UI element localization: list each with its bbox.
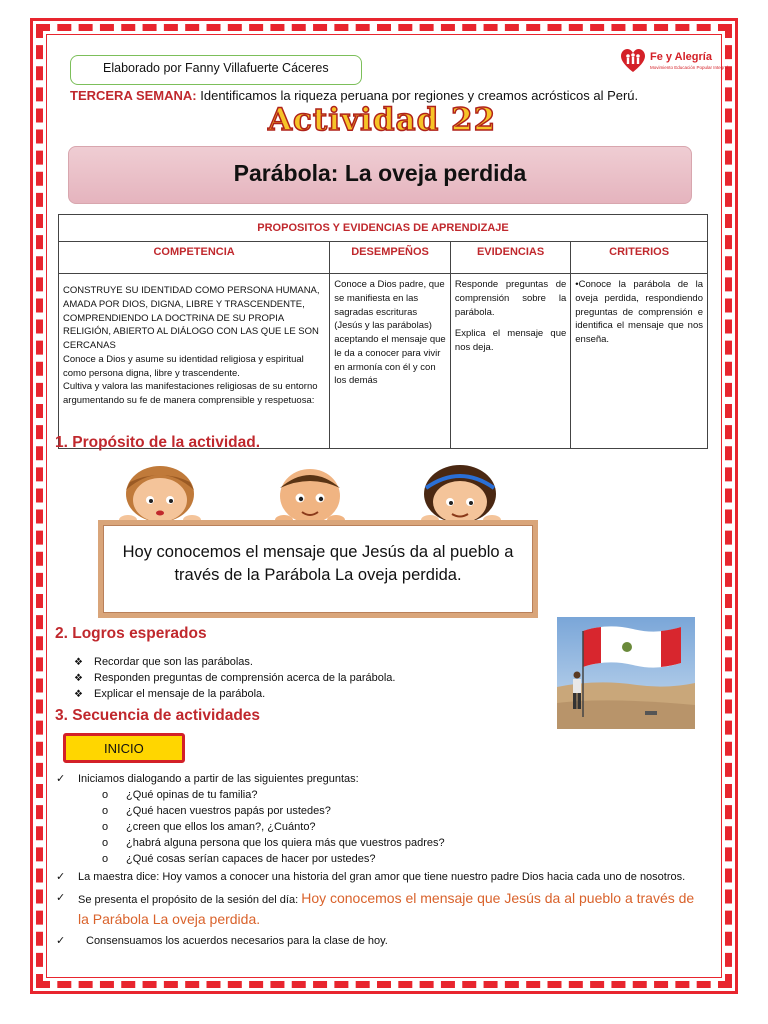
circle-bullet-icon: o: [102, 789, 109, 801]
list-item: ❖ Responden preguntas de comprensión acerca de la parábola.: [74, 672, 396, 684]
competencia-text-3: Cultiva y valora las manifestaciones religiosas de su entorno argumentando su fe de manera comprensible y respetuosa:: [63, 381, 318, 407]
desempenos-cell: [330, 274, 451, 449]
section-title-proposito: 1. Propósito de la actividad.: [55, 434, 260, 451]
step-item: ✓ La maestra dice: Hoy vamos a conocer una historia del gran amor que tiene nuestro padre Dios hacia cada uno de nosotros.: [56, 871, 686, 883]
criterios-cell: [571, 274, 708, 449]
list-item: o ¿Qué opinas de tu familia?: [102, 789, 258, 801]
section-title-logros: 2. Logros esperados: [55, 625, 207, 642]
competencia-cell: [59, 274, 330, 449]
circle-bullet-icon: o: [102, 853, 109, 865]
step-item: ✓ Se presenta el propósito de la sesión del día: Hoy conocemos el mensaje que Jesús da al pueblo a través de la Parábola La oveja perdida.: [56, 890, 695, 927]
logros-list: [74, 656, 395, 704]
lesson-title: Parábola: La oveja perdida: [233, 160, 527, 186]
column-header-competencia: COMPETENCIA: [59, 242, 330, 274]
table-header: PROPOSITOS Y EVIDENCIAS DE APRENDIZAJE: [59, 215, 708, 242]
week-line: [70, 88, 638, 103]
circle-bullet-icon: o: [102, 837, 109, 849]
question-list: [56, 787, 696, 867]
diamond-bullet-icon: ❖: [74, 657, 83, 668]
diamond-bullet-icon: ❖: [74, 689, 83, 700]
logo-name: Fe y Alegría: [650, 51, 712, 63]
list-item: o ¿Qué hacen vuestros papás por ustedes?: [102, 805, 331, 817]
activity-title: Actividad 22: [268, 102, 497, 138]
purpose-board: [98, 520, 538, 618]
circle-bullet-icon: o: [102, 805, 109, 817]
flag-desert-image: [557, 617, 695, 729]
logo-subtitle: Movimiento Educación Popular Integral: [650, 65, 729, 70]
diamond-bullet-icon: ❖: [74, 673, 83, 684]
evidencias-cell: [450, 274, 570, 449]
children-faces-icon: [100, 460, 520, 524]
section-title-secuencia: 3. Secuencia de actividades: [55, 707, 261, 724]
check-icon: ✓: [56, 892, 66, 904]
step-item: ✓ Consensuamos los acuerdos necesarios para la clase de hoy.: [56, 935, 388, 947]
evidencias-text-1: Responde preguntas de comprensión sobre la parábola.: [454, 279, 567, 318]
column-header-criterios: CRITERIOS: [571, 242, 708, 274]
list-item: o ¿Qué cosas serían capaces de hacer por ustedes?: [102, 853, 376, 865]
list-item: ❖ Recordar que son las parábolas.: [74, 656, 253, 668]
author-box: [70, 55, 362, 85]
peru-flag-photo: [557, 617, 695, 729]
check-icon: ✓: [56, 773, 66, 785]
week-text: Identificamos la riqueza peruana por regiones y creamos acrósticos al Perú.: [196, 88, 639, 103]
fe-y-alegria-logo: [620, 48, 729, 76]
activity-steps: [56, 771, 696, 949]
children-illustration: [100, 460, 520, 520]
week-label: TERCERA SEMANA:: [70, 88, 197, 103]
check-icon: ✓: [56, 935, 66, 947]
check-icon: ✓: [56, 871, 66, 883]
list-item: ❖ Explicar el mensaje de la parábola.: [74, 688, 266, 700]
competencia-text-2: Conoce a Dios y asume su identidad religiosa y espiritual como persona digna, libre y trascendente.: [63, 353, 304, 379]
lesson-banner: [68, 146, 692, 204]
desempenos-text: Conoce a Dios padre, que se manifiesta en las sagradas escrituras (Jesús y las parábolas) aceptando el mensaje que le da a conocer para vivir en armonía con él y con los demás: [334, 279, 446, 387]
circle-bullet-icon: o: [102, 821, 109, 833]
author-text: Elaborado por Fanny Villafuerte Cáceres: [103, 61, 329, 75]
column-header-desempenos: DESEMPEÑOS: [330, 242, 451, 274]
learning-purposes-table: [58, 214, 708, 449]
competencia-text: CONSTRUYE SU IDENTIDAD COMO PERSONA HUMANA, AMADA POR DIOS, DIGNA, LIBRE Y TRASCENDENTE, COMPRENDIENDO LA DOCTRINA DE SU PROPIA RELIGIÓN, ABIERTO AL DIÁLOGO CON LAS QUE LE SON CERCANAS: [63, 285, 320, 352]
step-item: ✓ Iniciamos dialogando a partir de las siguientes preguntas:: [56, 773, 359, 785]
criterios-text: •Conoce la parábola de la oveja perdida, respondiendo preguntas de comprensión e identifica el mensaje que nos enseña.: [575, 279, 703, 346]
heart-people-icon: [620, 48, 646, 74]
purpose-text: Hoy conocemos el mensaje que Jesús da al pueblo a través de la Parábola La oveja perdida.: [122, 543, 514, 585]
evidencias-text-2: Explica el mensaje que nos deja.: [454, 328, 567, 354]
list-item: o ¿creen que ellos los aman?, ¿Cuánto?: [102, 821, 316, 833]
highlighted-purpose: Hoy conocemos el mensaje que Jesús da al pueblo a través de la Parábola La oveja perdida.: [78, 890, 695, 927]
list-item: o ¿habrá alguna persona que los quiera más que vuestros padres?: [102, 837, 445, 849]
inicio-badge: INICIO: [63, 733, 185, 763]
column-header-evidencias: EVIDENCIAS: [450, 242, 570, 274]
